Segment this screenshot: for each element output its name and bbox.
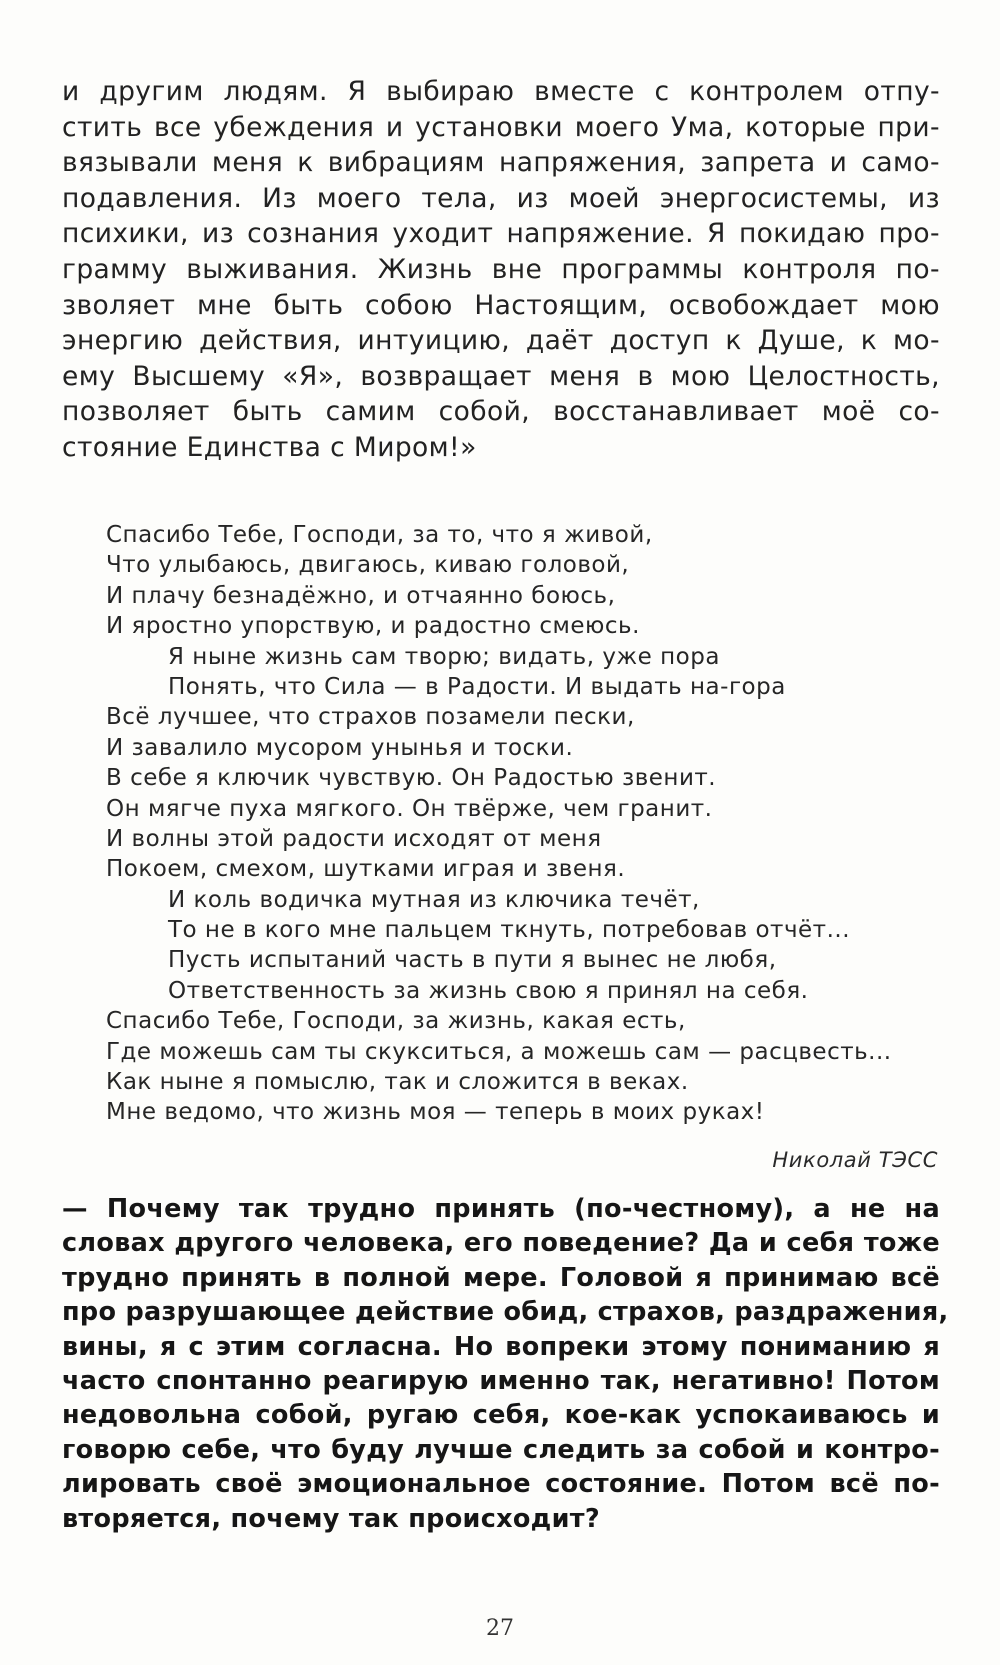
poem-line: Пусть испытаний часть в пути я вынес не любя, (168, 947, 777, 974)
poem-line: Он мягче пуха мягкого. Он твёрже, чем гранит. (106, 795, 713, 822)
poem-line: Понять, что Сила — в Радости. И выдать на-гора (168, 673, 786, 700)
question-line: часто спонтанно реагирую именно так, негативно! Потом (62, 1365, 940, 1396)
poem-line: И яростно упорствую, и радостно смеюсь. (106, 613, 640, 640)
prose-line: стить все убеждения и установки моего Ума, которые при- (62, 111, 940, 143)
poem-line: Ответственность за жизнь свою я принял на себя. (168, 977, 809, 1004)
question-line: про разрушающее действие обид, страхов, раздражения, (62, 1297, 949, 1328)
poem-line: Я ныне жизнь сам творю; видать, уже пора (168, 643, 720, 670)
poem-line: Спасибо Тебе, Господи, за жизнь, какая есть, (106, 1008, 686, 1035)
poem-line: Как ныне я помыслю, так и сложится в веках. (106, 1069, 689, 1096)
poem-line: Мне ведомо, что жизнь моя — теперь в моих руках! (106, 1099, 765, 1126)
poem-line: Что улыбаюсь, двигаюсь, киваю головой, (106, 552, 630, 579)
question-line: говорю себе, что буду лучше следить за собой и контро- (62, 1434, 940, 1465)
question-line: вины, я с этим согласна. Но вопреки этому пониманию я (62, 1331, 940, 1362)
question-line: словах другого человека, его поведение? Да и себя тоже (62, 1228, 940, 1259)
prose-line: и другим людям. Я выбираю вместе с контролем отпу- (62, 76, 940, 107)
poem-line: И завалило мусором унынья и тоски. (106, 734, 574, 761)
question-line: лировать своё эмоциональное состояние. Потом всё по- (62, 1469, 940, 1500)
prose-line: позволяет быть самим собой, восстанавливает моё со- (62, 396, 940, 428)
question-paragraph (62, 1192, 949, 1536)
poem-line: Где можешь сам ты скукситься, а можешь сам — расцвесть... (106, 1038, 892, 1065)
question-line: вторяется, почему так происходит? (62, 1503, 600, 1534)
prose-line: стояние Единства с Миром!» (62, 431, 477, 463)
poem-line: В себе я ключик чувствую. Он Радостью звенит. (106, 765, 717, 792)
prose-line: ему Высшему «Я», возвращает меня в мою Целостность, (62, 360, 940, 392)
poem-line: И коль водичка мутная из ключика течёт, (168, 886, 700, 913)
prose-line: подавления. Из моего тела, из моей энергосистемы, из (62, 182, 940, 214)
poem-line: Покоем, смехом, шутками играя и звеня. (106, 856, 626, 883)
prose-paragraph (62, 74, 940, 466)
poem (106, 520, 936, 1128)
question-line: трудно принять в полной мере. Головой я принимаю всё (62, 1262, 940, 1293)
poem-line: Всё лучшее, что страхов позамели пески, (106, 704, 635, 731)
question-line: недовольна собой, ругаю себя, кое-как успокаиваюсь и (62, 1400, 940, 1431)
poem-line: То не в кого мне пальцем ткнуть, потребовав отчёт... (168, 917, 851, 944)
prose-line: вязывали меня к вибрациям напряжения, запрета и само- (62, 147, 940, 179)
prose-line: грамму выживания. Жизнь вне программы контроля по- (62, 253, 940, 285)
prose-line: энергию действия, интуицию, даёт доступ к Душе, к мо- (62, 325, 940, 357)
prose-line: психики, из сознания уходит напряжение. Я покидаю про- (62, 218, 940, 250)
poem-line: И волны этой радости исходят от меня (106, 825, 602, 852)
question-line: — Почему так трудно принять (по-честному), а не на (62, 1194, 940, 1224)
page-number: 27 (486, 1616, 514, 1641)
prose-line: зволяет мне быть собою Настоящим, освобождает мою (62, 289, 940, 321)
poem-author: Николай ТЭСС (772, 1148, 938, 1172)
poem-line: Спасибо Тебе, Господи, за то, что я живой, (106, 522, 653, 548)
poem-line: И плачу безнадёжно, и отчаянно боюсь, (106, 582, 616, 609)
